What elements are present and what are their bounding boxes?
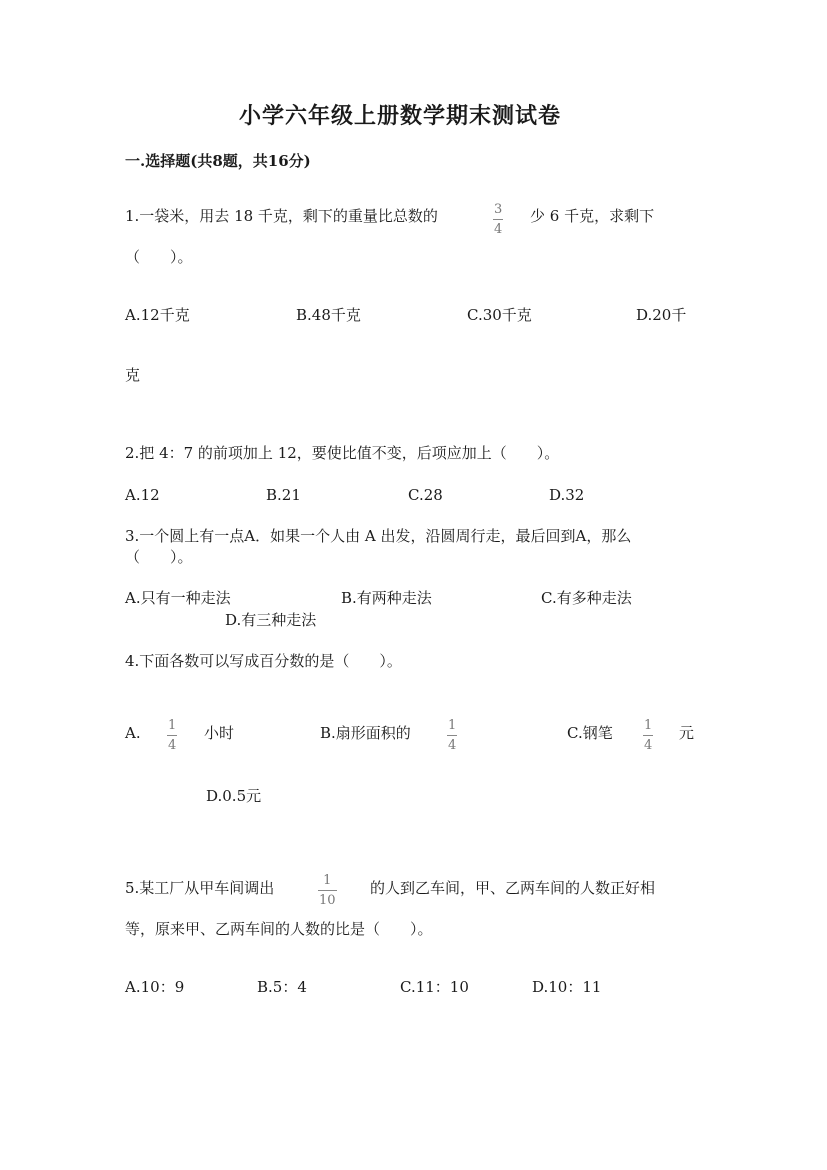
fraction-bar [167,735,177,736]
fraction-denominator: 4 [168,738,177,753]
question-5-text-b: 的人到乙车间，甲、乙两车间的人数正好相 [370,879,656,897]
question-1-text-a: 1.一袋米，用去 18 千克，剩下的重量比总数的 [125,207,438,225]
option-d: D.有三种走法 [225,611,317,629]
option-a: A.12 [125,486,160,504]
question-4-text: 4.下面各数可以写成百分数的是（ ）。 [125,652,402,670]
fraction-bar [643,735,653,736]
option-a-unit: 小时 [204,724,235,742]
page-title: 小学六年级上册数学期末测试卷 [239,103,562,129]
fraction-numerator: 1 [168,718,177,733]
fraction-bar [493,219,503,220]
option-d: D.0.5元 [206,787,262,805]
section-heading: 一.选择题(共8题，共16分) [125,152,311,170]
option-b: B.有两种走法 [341,589,432,607]
fraction-denominator: 10 [319,893,336,908]
option-b-label: B.扇形面积的 [320,724,411,742]
option-a: A.只有一种走法 [125,589,231,607]
option-a: A.10：9 [125,978,185,996]
option-c: C.11：10 [400,978,469,996]
question-5-text-a: 5.某工厂从甲车间调出 [125,879,275,897]
question-1-answer-blank: （ ）。 [125,248,193,266]
fraction-one-tenth [318,874,337,907]
question-5-text-c: 等，原来甲、乙两车间的人数的比是（ ）。 [125,920,433,938]
question-1-text-b: 少 6 千克，求剩下 [530,207,655,225]
option-b: B.5：4 [257,978,307,996]
fraction-one-quarter [167,719,177,752]
option-a-label: A. [125,724,141,742]
option-c: C.有多种走法 [541,589,632,607]
fraction-numerator: 1 [644,718,653,733]
option-b: B.21 [266,486,301,504]
question-3-answer-blank: （ ）。 [125,548,193,566]
fraction-numerator: 1 [448,718,457,733]
option-a: A.12千克 [125,306,190,324]
fraction-one-quarter [447,719,457,752]
fraction-bar [318,890,337,891]
fraction-denominator: 4 [448,738,457,753]
option-d: D.32 [549,486,585,504]
question-2-text: 2.把 4：7 的前项加上 12，要使比值不变，后项应加上（ ）。 [125,444,560,462]
option-c: C.30千克 [467,306,532,324]
fraction-one-quarter [643,719,653,752]
option-d: D.20千 [636,306,687,324]
option-d: D.10：11 [532,978,602,996]
fraction-numerator: 3 [494,202,503,217]
fraction-bar [447,735,457,736]
fraction-denominator: 4 [644,738,653,753]
option-c-label: C.钢笔 [567,724,613,742]
option-b: B.48千克 [296,306,361,324]
fraction-three-quarters [493,203,503,236]
fraction-denominator: 4 [494,222,503,237]
option-c: C.28 [408,486,443,504]
question-3-text-a: 3.一个圆上有一点A．如果一个人由 A 出发，沿圆周行走，最后回到A，那么 [125,527,632,545]
option-d-continued: 克 [125,366,141,384]
option-c-unit: 元 [679,724,695,742]
fraction-numerator: 1 [323,873,332,888]
